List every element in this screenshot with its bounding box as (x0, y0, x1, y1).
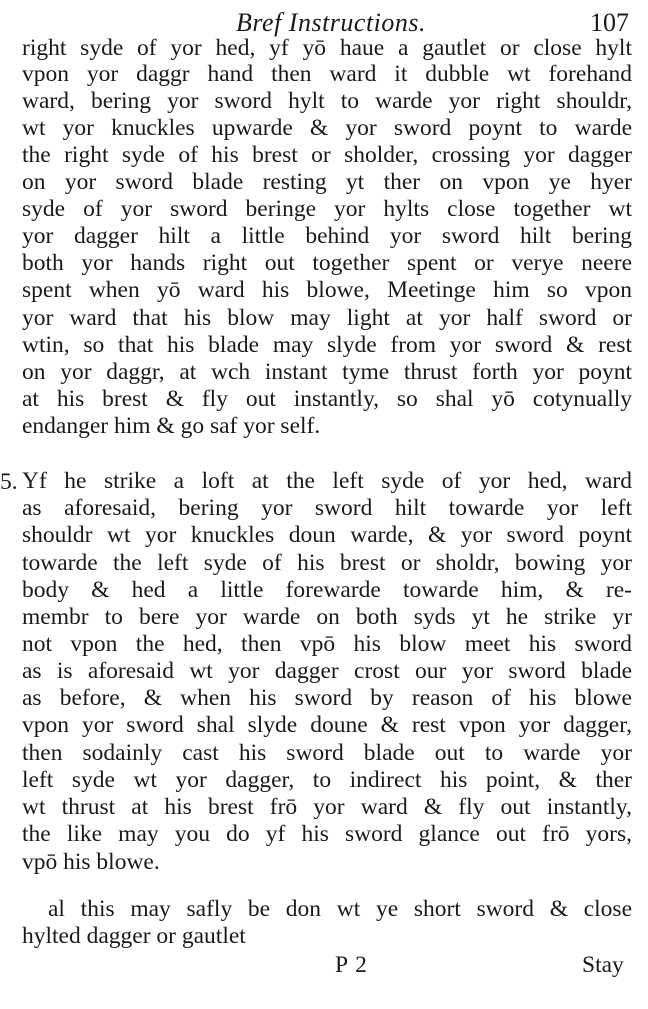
text-line: vpon yor sword shal slyde doune & rest vpon yor dagger, (22, 712, 632, 738)
text-line: yor ward that his blow may light at yor half sword or (22, 305, 632, 331)
text-line: at his brest & fly out instantly, so shal yō cotynually (22, 386, 632, 412)
text-line: right syde of yor hed, yf yō haue a gautlet or close hylt (22, 35, 632, 61)
text-line: hylted dagger or gautlet (22, 923, 246, 949)
text-line: on yor sword blade resting yt ther on vpon ye hyer (22, 169, 632, 195)
text-line: syde of yor sword beringe yor hylts close together wt (22, 196, 632, 222)
text-line: ward, bering yor sword hylt to warde yor right shouldr, (22, 88, 632, 114)
text-line: vpō his blowe. (22, 849, 160, 875)
text-line: endanger him & go saf yor self. (22, 413, 321, 439)
text-line: as aforesaid, bering yor sword hilt towarde yor left (22, 495, 632, 521)
text-line: yor dagger hilt a little behind yor sword hilt bering (22, 223, 632, 249)
text-line: vpon yor daggr hand then ward it dubble wt forehand (22, 61, 632, 87)
text-line: the like may you do yf his sword glance out frō yors, (22, 821, 632, 847)
paragraph-number: 5. (0, 469, 18, 495)
text-line: the right syde of his brest or sholder, crossing yor dagger (22, 142, 632, 168)
text-line: as before, & when his sword by reason of his blowe (22, 685, 632, 711)
running-title: Bref Instructions. (236, 8, 427, 37)
text-line: wt thrust at his brest frō yor ward & fly out instantly, (22, 794, 632, 820)
text-line: on yor daggr, at wch instant tyme thrust forth yor poynt (22, 359, 632, 385)
text-line: body & hed a little forewarde towarde him, & re- (22, 577, 632, 603)
text-line: not vpon the hed, then vpō his blow meet his sword (22, 631, 632, 657)
text-line: towarde the left syde of his brest or sholdr, bowing yor (22, 550, 632, 576)
text-line: left syde wt yor dagger, to indirect his point, & ther (22, 767, 632, 793)
catchword: Stay (582, 952, 624, 978)
text-line: wtin, so that his blade may slyde from yor sword & rest (22, 332, 632, 358)
text-line: as is aforesaid wt yor dagger crost our yor sword blade (22, 658, 632, 684)
text-line: membr to bere yor warde on both syds yt he strike yr (22, 604, 632, 630)
text-line: Yf he strike a loft at the left syde of yor hed, ward (22, 468, 632, 494)
text-line: al this may safly be don wt ye short sword & close (48, 896, 632, 922)
text-line: then sodainly cast his sword blade out to warde yor (22, 740, 632, 766)
text-line: wt yor knuckles upwarde & yor sword poynt to warde (22, 115, 632, 141)
text-line: shouldr wt yor knuckles doun warde, & yor sword poynt (22, 522, 632, 548)
signature-mark: P 2 (335, 952, 368, 978)
text-line: spent when yō ward his blowe, Meetinge him so vpon (22, 277, 632, 303)
text-line: both yor hands right out together spent or verye neere (22, 250, 632, 276)
page-number: 107 (590, 8, 629, 37)
